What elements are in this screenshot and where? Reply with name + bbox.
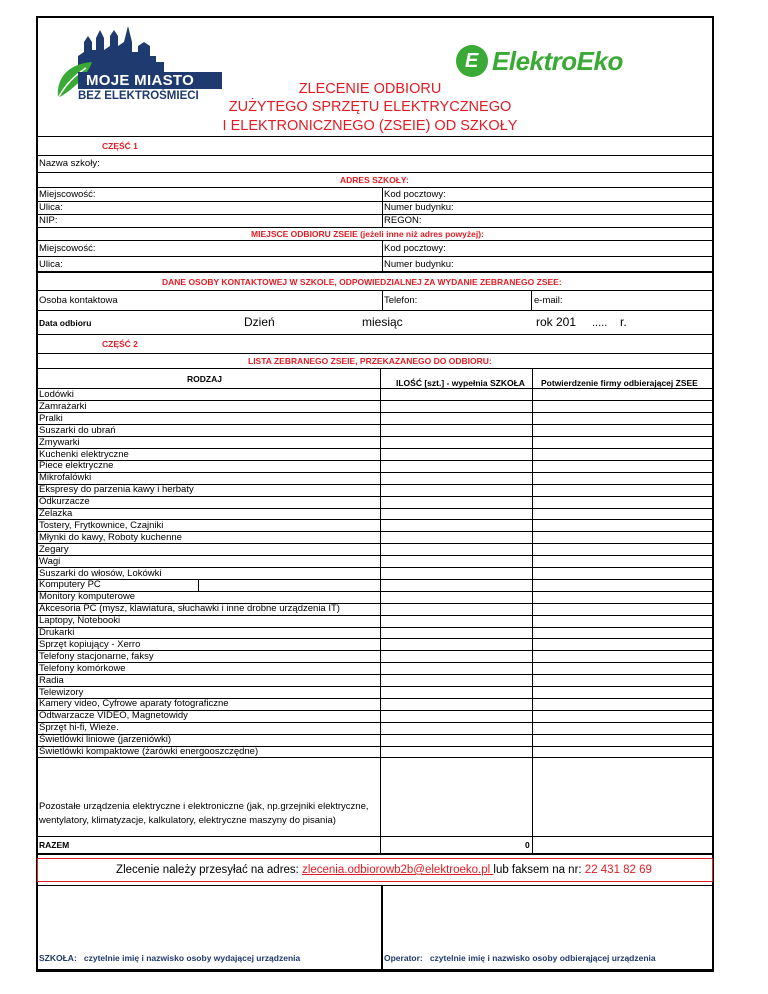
qty-input-cell[interactable] [381, 449, 532, 460]
item-row-label: Telewizory [39, 686, 84, 698]
nip-label: NIP: [39, 215, 58, 226]
qty-input-cell[interactable] [381, 568, 532, 579]
table-row [37, 436, 713, 437]
item-row-label: Suszarki do ubrań [39, 424, 116, 436]
part2-label: CZĘŚĆ 2 [102, 339, 138, 349]
item-row-label: Zamrażarki [39, 400, 87, 412]
item-row-label: Mikrofalówki [39, 472, 92, 484]
item-row-label: Odtwarzacze VIDEO, Magnetowidy [39, 710, 188, 722]
qty-input-cell[interactable] [381, 556, 532, 567]
moje-miasto-logo [52, 22, 218, 106]
qty-input-cell[interactable] [381, 389, 532, 400]
item-row-label: Odkurzacze [39, 496, 90, 508]
qty-input-cell[interactable] [381, 520, 532, 531]
total-value: 0 [525, 840, 530, 850]
table-row [37, 591, 713, 592]
item-row-label: Komputery PC [39, 579, 101, 591]
item-row-label: Sprzęt kopiujący - Xerro [39, 638, 141, 650]
school-name-label: Nazwa szkoły: [39, 158, 100, 169]
title-line2: ZUŻYTEGO SPRZĘTU ELEKTRYCZNEGO [228, 99, 512, 115]
street-label: Ulica: [39, 202, 63, 213]
qty-input-cell[interactable] [381, 508, 532, 519]
item-row-label: Zegary [39, 543, 69, 555]
item-row-label: Telefony stacjonarne, faksy [39, 650, 154, 662]
operator-signature-caption: Operator: czytelnie imię i nazwisko osoby odbierąjącej urządzenia [384, 953, 656, 963]
qty-input-cell[interactable] [381, 651, 532, 662]
elektroeko-logo: E ElektroEko [456, 44, 666, 78]
regon-label: REGON: [384, 215, 422, 226]
table-row [37, 757, 713, 758]
list-heading: LISTA ZEBRANEGO ZSEIE, PRZEKAZANEGO DO ODBIORU: [248, 356, 492, 366]
item-row-label: Lodówki [39, 389, 74, 400]
item-row-label: Sprzęt hi-fi, Wieże. [39, 722, 119, 734]
item-row-label: Zmywarki [39, 436, 80, 448]
table-row [37, 627, 713, 628]
item-row-label: Laptopy, Notebooki [39, 615, 121, 627]
other-devices-line2: wentylatory, klimatyzacje, kalkulatory, elektryczne maszyny do pisania) [39, 815, 336, 826]
qty-input-cell[interactable] [381, 663, 532, 674]
pickup-heading: MIEJSCE ODBIORU ZSEIE (jeżeli inne niż adres powyżej): [251, 229, 484, 239]
phone-label: Telefon: [384, 295, 418, 306]
qty-input-cell[interactable] [381, 413, 532, 424]
year-dots: ..... [592, 317, 608, 329]
contact-heading: DANE OSOBY KONTAKTOWEJ W SZKOLE, ODPOWIEDZIALNEJ ZA WYDANIE ZEBRANEGO ZSEE: [162, 277, 562, 287]
title-line1: ZLECENIE ODBIORU [298, 81, 442, 97]
logo-line1: MOJE MIASTO [86, 72, 195, 89]
send-prefix: Zlecenie należy przesyłać na adres: [116, 864, 303, 876]
table-row [37, 555, 713, 556]
address-heading: ADRES SZKOŁY: [340, 175, 409, 185]
table-row [37, 412, 713, 413]
item-row-label: Kuchenki elektryczne [39, 448, 129, 460]
item-row-label: Pralki [39, 412, 63, 424]
send-email-link[interactable]: zlecenia.odbiorowb2b@elektroeko.pl [302, 864, 494, 876]
other-devices-line1: Pozostałe urządzenia elektryczne i elektroniczne (jak, np.grzejniki elektryczne, [39, 801, 369, 812]
item-row-label: Wagi [39, 555, 61, 567]
pickup-date-label: Data odbioru [39, 318, 92, 328]
qty-input-cell[interactable] [381, 579, 532, 590]
qty-input-cell[interactable] [381, 603, 532, 614]
pickup-street-label: Ulica: [39, 259, 63, 270]
col-qty-header: ILOŚĆ [szt.] - wypełnia SZKOŁA [396, 378, 525, 388]
year-label: rok 201 [536, 315, 577, 329]
qty-input-cell[interactable] [381, 484, 532, 495]
pickup-locality-label: Miejscowość: [39, 243, 96, 254]
table-row [37, 686, 713, 687]
table-row [37, 508, 713, 509]
qty-input-cell[interactable] [381, 591, 532, 602]
table-row [37, 472, 713, 473]
item-row-label: Ekspresy do parzenia kawy i herbaty [39, 484, 194, 496]
month-label: miesiąc [362, 315, 403, 329]
item-row-label: Żelazka [39, 508, 73, 519]
qty-input-cell[interactable] [381, 687, 532, 698]
item-row-label: Monitory komputerowe [39, 591, 136, 603]
table-row [37, 579, 713, 580]
year-suffix: r. [620, 315, 627, 329]
qty-input-cell[interactable] [381, 734, 532, 745]
qty-input-cell[interactable] [381, 627, 532, 638]
qty-input-cell[interactable] [381, 496, 532, 507]
day-label: Dzień [244, 315, 275, 329]
table-row [37, 424, 713, 425]
school-signature-caption: SZKOŁA: czytelnie imię i nazwisko osoby wydającej urządzenia [39, 953, 301, 963]
qty-input-cell[interactable] [381, 722, 532, 733]
qty-input-cell[interactable] [381, 532, 532, 543]
item-row-label: Drukarki [39, 627, 75, 638]
table-row [37, 400, 713, 401]
qty-input-cell[interactable] [381, 437, 532, 448]
building-no-label: Numer budynku: [384, 202, 454, 213]
table-row [37, 460, 713, 461]
item-row-label: Świetlówki kompaktowe (żarówki energooszczędne) [39, 746, 259, 757]
qty-input-cell[interactable] [381, 615, 532, 626]
qty-input-cell[interactable] [381, 710, 532, 721]
qty-input-cell[interactable] [381, 472, 532, 483]
email-label: e-mail: [534, 295, 563, 306]
elektroeko-wordmark: ElektroEko [492, 46, 623, 76]
item-row-label: Świetlówki liniowe (jarzeniówki) [39, 734, 171, 746]
table-row [37, 615, 713, 616]
item-row-label: Akcesoria PC (mysz, klawiatura, słuchawki i inne drobne urządzenia IT) [39, 603, 340, 615]
total-label: RAZEM [39, 840, 70, 850]
qty-input-cell[interactable] [381, 460, 532, 471]
part1-label: CZĘŚĆ 1 [102, 141, 138, 151]
item-row-label: Telefony komórkowe [39, 662, 126, 674]
table-row [37, 722, 713, 723]
item-row-label: Piece elektryczne [39, 460, 114, 472]
pickup-postal-label: Kod pocztowy: [384, 243, 446, 254]
item-row-label: Radia [39, 674, 64, 686]
item-row-label: Kamery video, Cyfrowe aparaty fotograficzne [39, 698, 229, 710]
qty-input-cell[interactable] [381, 544, 532, 555]
contact-person-label: Osoba kontaktowa [39, 295, 118, 306]
send-instructions [0, 863, 768, 878]
qty-input-cell[interactable] [381, 675, 532, 686]
item-row-label: Suszarki do włosów, Lokówki [39, 567, 162, 579]
pickup-building-label: Numer budynku: [384, 259, 454, 270]
postal-code-label: Kod pocztowy: [384, 189, 446, 200]
table-row [37, 662, 713, 663]
suszarki-row-marker [198, 580, 199, 591]
logo-line2: BEZ ELEKTROŚMIECI [78, 90, 199, 102]
title-line3: I ELEKTRONICZNEGO (ZSEIE) OD SZKOŁY [222, 118, 518, 134]
send-middle: lub faksem na nr: [493, 864, 585, 876]
qty-input-cell[interactable] [381, 425, 532, 436]
send-fax: 22 431 82 69 [584, 864, 652, 876]
qty-input-cell[interactable] [381, 639, 532, 650]
table-row [37, 543, 713, 544]
qty-input-cell[interactable] [381, 401, 532, 412]
table-row [37, 448, 713, 449]
col-confirm-header: Potwierdzenie firmy odbierającej ZSEE [541, 378, 698, 388]
qty-input-cell[interactable] [381, 698, 532, 709]
table-row [37, 496, 713, 497]
table-row [37, 674, 713, 675]
item-row-label: Tostery, Frytkownice, Czajniki [39, 519, 164, 531]
item-row-label: Młynki do kawy, Roboty kuchenne [39, 531, 182, 543]
col-type-header: RODZAJ [187, 374, 222, 384]
qty-input-cell[interactable] [381, 746, 532, 757]
locality-label: Miejscowość: [39, 189, 96, 200]
